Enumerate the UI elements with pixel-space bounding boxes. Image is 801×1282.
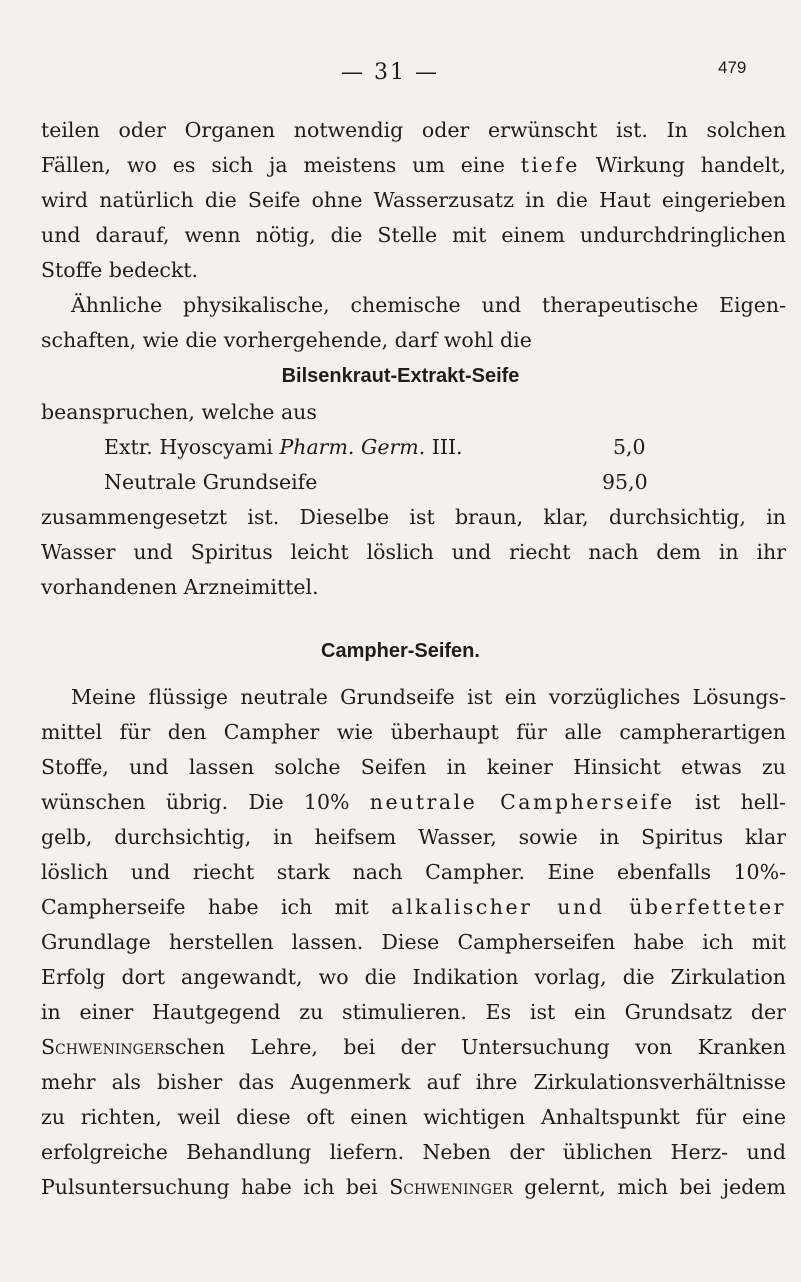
text-line: gelb, durchsichtig, in heifsem Wasser, sowie in Spiritus klar <box>41 825 786 849</box>
text-line: in einer Hautgegend zu stimulieren. Es ist ein Grundsatz der <box>41 1000 786 1024</box>
text-line: und darauf, wenn nötig, die Stelle mit einem undurchdringlichen <box>41 223 786 247</box>
text-line: Fällen, wo es sich ja meistens um eine tiefe Wirkung handelt, <box>41 153 786 177</box>
author-name: Schweninger <box>41 1035 165 1059</box>
text-line: Meine flüssige neutrale Grundseife ist ein vorzügliches Lösungs- <box>71 685 786 709</box>
text-line: Ähnliche physikalische, chemische und therapeutische Eigen- <box>71 293 786 317</box>
recipe-item-amount: 95,0 <box>602 470 648 494</box>
text-line: Stoffe, und lassen solche Seifen in keiner Hinsicht etwas zu <box>41 755 786 779</box>
recipe-item-name: Neutrale Grundseife <box>104 470 318 494</box>
text-line: Erfolg dort angewandt, wo die Indikation vorlag, die Zirkulation <box>41 965 786 989</box>
page-number: — 31 — <box>341 60 439 85</box>
text-line: erfolgreiche Behandlung liefern. Neben der üblichen Herz- und <box>41 1140 786 1164</box>
text-line: Stoffe bedeckt. <box>41 258 199 282</box>
recipe-item-name: Extr. Hyoscyami Pharm. Germ. III. <box>104 435 463 459</box>
text-line: mittel für den Campher wie überhaupt für alle campherartigen <box>41 720 786 744</box>
text-line: wünschen übrig. Die 10% neutrale Campherseife ist hell- <box>41 790 786 814</box>
product-heading: Bilsenkraut-Extrakt-Seife <box>281 365 520 387</box>
author-name: Schweninger <box>389 1175 513 1199</box>
emphasis-spaced: neutrale Campherseife <box>369 790 675 814</box>
emphasis-spaced: alkalischer und überfetteter <box>391 895 786 919</box>
text-line: Pulsuntersuchung habe ich bei Schweninger gelernt, mich bei jedem <box>41 1175 786 1199</box>
text-line: löslich und riecht stark nach Campher. Eine ebenfalls 10%- <box>41 860 786 884</box>
recipe-item-amount: 5,0 <box>613 435 646 459</box>
text-line: Grundlage herstellen lassen. Diese Campherseifen habe ich mit <box>41 930 786 954</box>
text-line: teilen oder Organen notwendig oder erwünscht ist. In solchen <box>41 118 786 142</box>
text-line: zusammengesetzt ist. Dieselbe ist braun, klar, durchsichtig, in <box>41 505 786 529</box>
text-line: mehr als bisher das Augenmerk auf ihre Zirkulationsverhältnisse <box>41 1070 786 1094</box>
text-line: vorhandenen Arzneimittel. <box>41 575 319 599</box>
recipe-intro: beanspruchen, welche aus <box>41 400 317 424</box>
emphasis-spaced: tiefe <box>520 153 580 177</box>
section-heading: Campher-Seifen. <box>321 640 480 662</box>
text-line: Wasser und Spiritus leicht löslich und riecht nach dem in ihr <box>41 540 786 564</box>
folio-number: 479 <box>718 58 747 77</box>
text-line: schaften, wie die vorhergehende, darf wohl die <box>41 328 532 352</box>
text-line: zu richten, weil diese oft einen wichtigen Anhaltspunkt für eine <box>41 1105 786 1129</box>
text-line: Campherseife habe ich mit alkalischer und überfetteter <box>41 895 786 919</box>
text-line: Schweningerschen Lehre, bei der Untersuchung von Kranken <box>41 1035 786 1059</box>
text-line: wird natürlich die Seife ohne Wasserzusatz in die Haut eingerieben <box>41 188 786 212</box>
